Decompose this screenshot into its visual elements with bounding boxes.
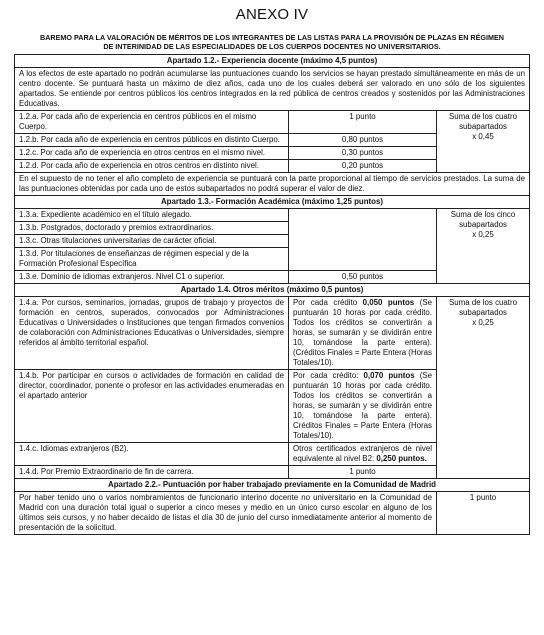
item-value: 0,20 puntos (289, 160, 437, 173)
value-points: 0,050 puntos (362, 298, 415, 307)
value-points: 0,250 puntos. (376, 454, 427, 463)
item-value (289, 370, 437, 443)
table-row (15, 492, 530, 535)
item-label: 1.3.a. Expediente académico en el título alegado. (15, 209, 289, 222)
item-value: 0,50 puntos (289, 271, 437, 284)
item-label: 1.4.a. Por cursos, seminarios, jornadas, grupos de trabajo y proyectos de formación en centros, superados, convocados por Administraciones Educativas o Universidades o Instituciones que tengan firmados convenios de colaboración con Administraciones Educativas o Universidades, siempre referidos al ámbito territorial español. (15, 297, 289, 370)
sum-line: subapartados (459, 308, 507, 317)
subtitle-line-2: DE INTERINIDAD DE LAS ESPECIALIDADES DE LOS CUERPOS DOCENTES NO UNIVERSITARIOS. (103, 42, 441, 51)
baremo-table (14, 54, 530, 535)
item-label: 1.2.d. Por cada año de experiencia en otros centros en distinto nivel. (15, 160, 289, 173)
value-points: 0,070 puntos (363, 371, 415, 380)
subsection-sum-1-2 (437, 111, 530, 173)
section-intro-1-2: A los efectos de este apartado no podrán acumularse las puntuaciones cuando los servicios se hayan prestado simultáneamente en más de un centro docente. Se puntuará hasta un máximo de diez años, cada uno de los cuales deberá ser valorado en uno sólo de los siguientes apartados. Se entiende por centros públicos los centros integrados en la red pública de centros creados y sostenidos por las Administraciones Educativas. (15, 68, 530, 111)
value-prefix: Otros certificados extranjeros de nivel equivalente al nivel B2: (293, 444, 432, 463)
sum-line: x 0,25 (472, 318, 494, 327)
item-label: 1.2.c. Por cada año de experiencia en otros centros en el mismo nivel. (15, 147, 289, 160)
section-title-1-3: Apartado 1.3.- Formación Académica (máximo 1,25 puntos) (15, 196, 530, 209)
subsection-sum-1-3 (437, 209, 530, 284)
sum-line: subapartados (459, 122, 507, 131)
table-row (15, 209, 530, 222)
item-label: 1.4.d. Por Premio Extraordinario de fin de carrera. (15, 466, 289, 479)
sum-line: subapartados (459, 220, 507, 229)
value-prefix: Por cada crédito: (293, 371, 359, 380)
item-label: 1.2.a. Por cada año de experiencia en centros públicos en el mismo Cuerpo. (15, 111, 289, 134)
item-value (289, 443, 437, 466)
item-label: 1.3.b. Postgrados, doctorado y premios extraordinarios. (15, 222, 289, 235)
item-label: 1.3.c. Otras titulaciones universitarias de carácter oficial. (15, 235, 289, 248)
value-prefix: Por cada crédito (293, 298, 358, 307)
item-label: 1.3.e. Dominio de idiomas extranjeros. Nivel C1 o superior. (15, 271, 289, 284)
section-title-2-2: Apartado 2.2.- Puntuación por haber trabajado previamente en la Comunidad de Madrid (15, 479, 530, 492)
section-intro-row (15, 68, 530, 111)
item-label: 1.3.d. Por titulaciones de enseñanzas de régimen especial y de la Formación Profesional Específica (15, 248, 289, 271)
item-value: 1 punto (289, 466, 437, 479)
table-row (15, 111, 530, 134)
sum-line: x 0,25 (472, 230, 494, 239)
item-value: 0,80 puntos (289, 134, 437, 147)
section-header-row (15, 479, 530, 492)
value-detail: (Se puntuarán 10 horas por cada crédito. Todos los créditos se convertirán a horas, se sumarán y se dividirán entre 10, tomándose la parte entera). Créditos Finales = Parte Entera (Horas Totales/10). (293, 371, 432, 440)
item-value: 1 punto (289, 111, 437, 134)
subsection-sum-1-4 (437, 297, 530, 479)
item-value: 1 punto (437, 492, 530, 535)
item-value: 0,30 puntos (289, 147, 437, 160)
document-subtitle (20, 33, 524, 51)
item-value (289, 297, 437, 370)
sum-line: x 0,45 (472, 132, 494, 141)
sum-line: Suma de los cuatro (449, 298, 517, 307)
annex-title: ANEXO IV (235, 6, 309, 23)
item-label: 1.2.b. Por cada año de experiencia en centros públicos en distinto Cuerpo. (15, 134, 289, 147)
item-label: Por haber tenido uno o varios nombramientos de funcionario interino docente no universitario en la Comunidad de Madrid con una duración total igual o superior a cinco meses y medio en un único curso escolar en alguno de los últimos seis cursos, y no haber decaído de listas el día 30 de junio del curso inmediatamente anterior al momento de presentación de la solicitud. (15, 492, 437, 535)
section-note-1-2: En el supuesto de no tener el año completo de experiencia se puntuará con la parte proporcional al tiempo de servicios prestados. La suma de las puntuaciones obtenidas por cada uno de estos subapartados no podrá superar el valor de diez. (15, 173, 530, 196)
table-row (15, 297, 530, 370)
section-header-row (15, 196, 530, 209)
item-value (289, 209, 437, 271)
item-label: 1.4.c. Idiomas extranjeros (B2). (15, 443, 289, 466)
item-label: 1.4.b. Por participar en cursos o actividades de formación en calidad de director, coordinador, ponente o profesor en las actividades enumeradas en el apartado anterior (15, 370, 289, 443)
section-title-1-2: Apartado 1.2.- Experiencia docente (máximo 4,5 puntos) (15, 55, 530, 68)
section-header-row (15, 55, 530, 68)
section-note-row (15, 173, 530, 196)
sum-line: Suma de los cinco (450, 210, 516, 219)
subtitle-line-1: BAREMO PARA LA VALORACIÓN DE MÉRITOS DE LOS INTEGRANTES DE LAS LISTAS PARA LA PROVISIÓN DE PLAZAS EN RÉGIMEN (40, 33, 504, 42)
sum-line: Suma de los cuatro (449, 112, 517, 121)
value-detail: (Se puntuarán 10 horas por cada crédito. Todos los créditos se convertirán a horas, se sumarán y se dividirán entre 10, tomándose la parte entera). (Créditos Finales = Parte Entera (Horas Totales/10). (293, 298, 432, 367)
section-header-row (15, 284, 530, 297)
section-title-1-4: Apartado 1.4. Otros méritos (máximo 0,5 puntos) (15, 284, 530, 297)
